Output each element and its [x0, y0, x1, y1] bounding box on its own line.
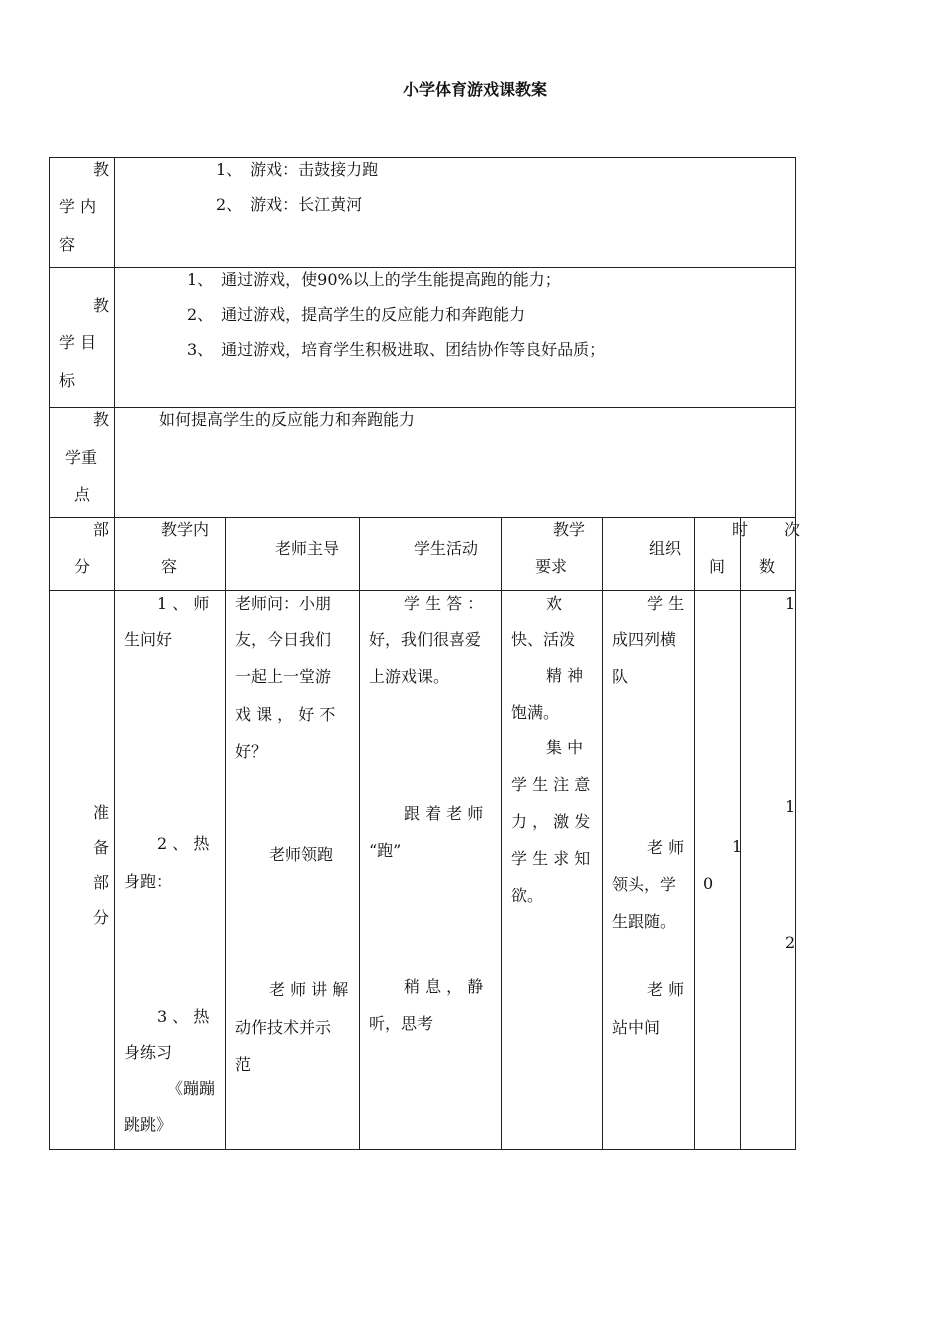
prep-teacher: 动作技术并示 [235, 1018, 332, 1037]
prep-count: 2 [785, 933, 796, 952]
col-border [225, 517, 226, 1150]
col-border [501, 517, 502, 1150]
header-part: 部 [93, 520, 110, 539]
col-border [795, 157, 796, 1150]
prep-requirement: 欢 [546, 594, 563, 613]
prep-part: 备 [93, 838, 110, 857]
prep-content: 身跑： [124, 872, 173, 891]
prep-count: 1 [785, 594, 796, 613]
prep-content: 3 、 热 [157, 1007, 210, 1026]
prep-teacher: 老师领跑 [269, 845, 334, 864]
prep-organization: 老 师 [647, 980, 685, 999]
key-label: 教 [93, 410, 110, 429]
content-item: 2、 游戏：长江黄河 [216, 195, 363, 214]
row-border [49, 517, 796, 518]
header-teacher: 老师主导 [275, 539, 340, 558]
header-count: 次 [784, 520, 801, 539]
row-border [49, 1149, 796, 1150]
prep-organization: 老 师 [647, 838, 685, 857]
prep-organization: 生跟随。 [612, 912, 677, 931]
goal-item: 1、 通过游戏，使90%以上的学生能提高跑的能力； [187, 270, 561, 289]
prep-teacher: 友，今日我们 [235, 630, 332, 649]
prep-part: 分 [93, 908, 110, 927]
goal-item: 3、 通过游戏，培育学生积极进取、团结协作等良好品质； [187, 340, 606, 359]
content-item: 1、 游戏：击鼓接力跑 [216, 160, 379, 179]
header-part: 分 [74, 557, 91, 576]
goals-label: 标 [59, 371, 76, 390]
header-requirement: 要求 [535, 557, 568, 576]
prep-requirement: 饱满。 [511, 703, 560, 722]
content-label: 容 [59, 235, 76, 254]
prep-organization: 站中间 [612, 1018, 661, 1037]
prep-student: 好，我们很喜爱 [369, 630, 482, 649]
page-title: 小学体育游戏课教案 [402, 80, 547, 99]
goals-label: 教 [93, 296, 110, 315]
prep-time: 1 [732, 837, 743, 856]
prep-content: 生问好 [124, 630, 173, 649]
goals-label: 学 目 [59, 333, 97, 352]
header-time: 时 [732, 520, 749, 539]
prep-teacher: 戏 课 ， 好 不 [235, 705, 336, 724]
prep-requirement: 欲。 [511, 886, 544, 905]
header-requirement: 教学 [553, 520, 586, 539]
header-content: 容 [161, 557, 178, 576]
key-label: 点 [74, 485, 91, 504]
prep-student: 听，思考 [369, 1014, 434, 1033]
prep-count: 1 [785, 797, 796, 816]
prep-requirement: 学 生 求 知 [511, 849, 591, 868]
goal-item: 2、 通过游戏，提高学生的反应能力和奔跑能力 [187, 305, 526, 324]
col-border [694, 517, 695, 1150]
prep-teacher: 老师问：小朋 [235, 594, 332, 613]
prep-organization: 学 生 [647, 594, 685, 613]
prep-content: 1 、 师 [157, 594, 210, 613]
header-count: 数 [759, 557, 776, 576]
prep-student: 上游戏课。 [369, 667, 450, 686]
col-border [114, 157, 115, 1150]
prep-student: 跟 着 老 师 [404, 804, 484, 823]
lesson-plan-table [49, 157, 801, 1150]
key-label: 学重 [65, 448, 98, 467]
col-border [740, 517, 741, 1150]
prep-requirement: 力 ， 激 发 [511, 812, 591, 831]
row-border [49, 407, 796, 408]
prep-part: 部 [93, 873, 110, 892]
prep-content: 身练习 [124, 1043, 173, 1062]
prep-teacher: 老 师 讲 解 [269, 980, 349, 999]
prep-teacher: 一起上一堂游 [235, 667, 332, 686]
header-time: 间 [709, 557, 726, 576]
prep-time: 0 [703, 874, 714, 893]
content-label: 学 内 [59, 197, 97, 216]
prep-requirement: 学 生 注 意 [511, 775, 591, 794]
header-content: 教学内 [161, 520, 210, 539]
col-border [49, 157, 50, 1150]
prep-content: 跳跳》 [124, 1115, 173, 1134]
prep-requirement: 精 神 [546, 666, 584, 685]
header-organization: 组织 [649, 539, 682, 558]
prep-teacher: 范 [235, 1055, 252, 1074]
prep-requirement: 集 中 [546, 738, 584, 757]
prep-part: 准 [93, 803, 110, 822]
row-border [49, 157, 796, 158]
prep-student: 稍 息 ， 静 [404, 977, 484, 996]
content-label: 教 [93, 160, 110, 179]
prep-content: 《蹦蹦 [167, 1079, 216, 1098]
header-student: 学生活动 [414, 539, 479, 558]
row-border [49, 590, 796, 591]
col-border [359, 517, 360, 1150]
prep-student: “跑” [369, 841, 402, 860]
key-point-text: 如何提高学生的反应能力和奔跑能力 [159, 410, 416, 429]
row-border [49, 267, 796, 268]
prep-organization: 领头，学 [612, 875, 677, 894]
prep-organization: 成四列横 [612, 630, 677, 649]
col-border [602, 517, 603, 1150]
prep-content: 2 、 热 [157, 834, 210, 853]
prep-organization: 队 [612, 667, 629, 686]
prep-requirement: 快、活泼 [511, 630, 576, 649]
prep-teacher: 好？ [235, 742, 268, 761]
prep-student: 学 生 答 ： [404, 594, 484, 613]
